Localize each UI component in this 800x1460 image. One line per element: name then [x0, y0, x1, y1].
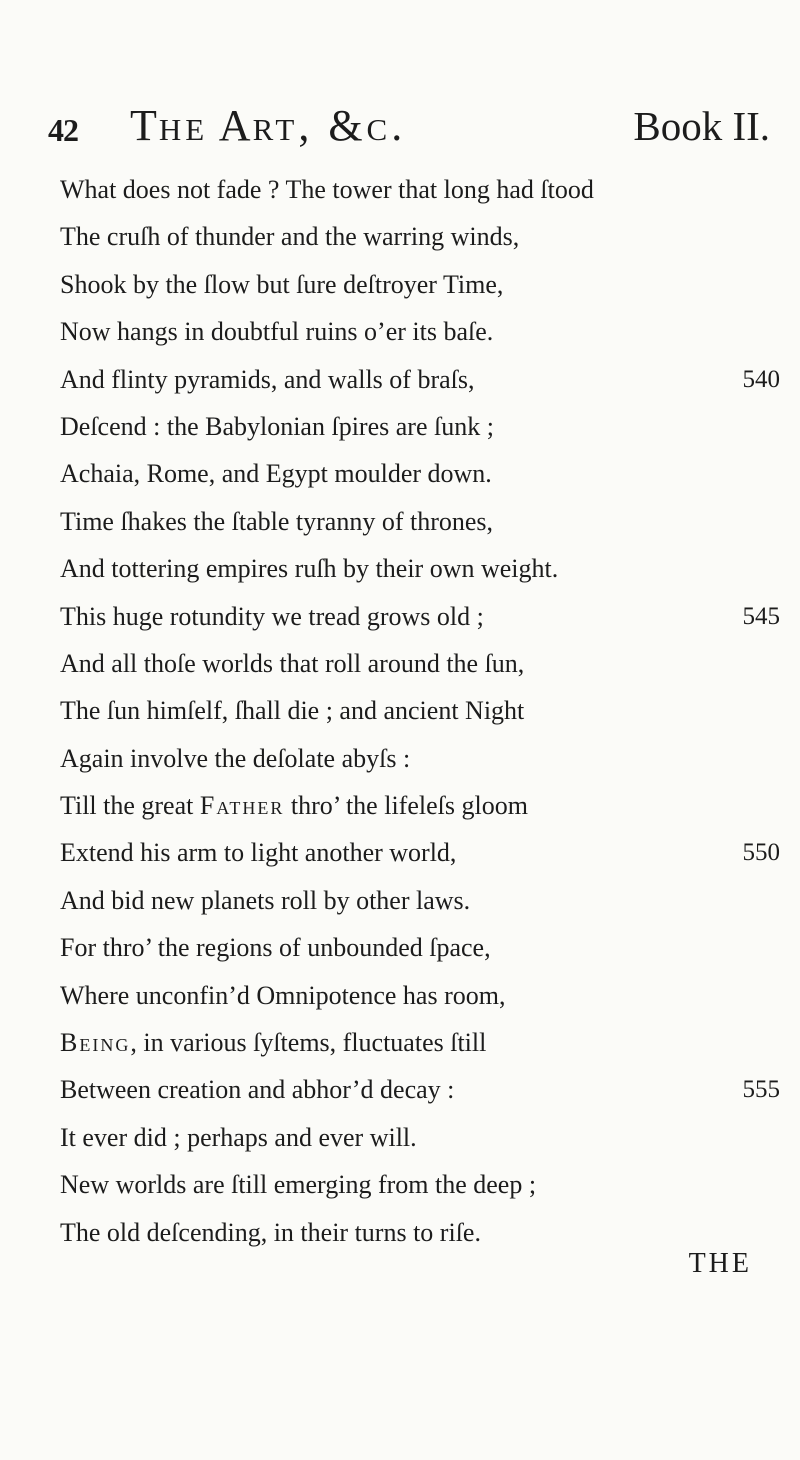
- poem-line: What does not fade ? The tower that long had ſtood: [60, 175, 594, 204]
- line-number: 555: [742, 1076, 780, 1104]
- poem-line: Now hangs in doubtful ruins o’er its baſe.: [60, 317, 494, 347]
- poem-line: Again involve the deſolate abyſs :: [60, 743, 411, 773]
- poem-line: Achaia, Rome, and Egypt moulder down.: [60, 459, 492, 489]
- page-number: 42: [48, 112, 78, 148]
- poem-line: The ſun himſelf, ſhall die ; and ancient Night: [60, 696, 525, 726]
- poem-line: The old deſcending, in their turns to riſe.: [60, 1217, 481, 1247]
- poem-line: Between creation and abhor’d decay : 555: [60, 1066, 780, 1113]
- poem-line: Extend his arm to light another world, 550: [60, 829, 780, 876]
- poem-line: Till the great Father thro’ the lifeleſs gloom: [60, 791, 528, 821]
- book-label: Book II.: [633, 103, 770, 149]
- poem-line: Shook by the ſlow but ſure deſtroyer Time,: [60, 269, 504, 299]
- father-smallcaps: Father: [199, 791, 285, 821]
- line-number: 540: [742, 365, 780, 393]
- poem-line: Being, in various ſyſtems, fluctuates ſtill: [60, 1028, 487, 1058]
- poem-line: For thro’ the regions of unbounded ſpace,: [60, 933, 491, 963]
- poem-line: And all thoſe worlds that roll around the ſun,: [60, 648, 525, 678]
- line-number: 545: [742, 602, 780, 630]
- poem-line: Where unconfin’d Omnipotence has room,: [60, 980, 506, 1010]
- poem-line: And flinty pyramids, and walls of braſs, 540: [60, 356, 780, 403]
- being-smallcaps: Being: [60, 1028, 131, 1058]
- running-title: The Art, &c.: [130, 101, 407, 150]
- catchword: THE: [688, 1248, 752, 1279]
- poem-line: Deſcend : the Babylonian ſpires are ſunk ;: [60, 411, 494, 441]
- poem-line: And bid new planets roll by other laws.: [60, 885, 471, 915]
- poem-text: [60, 166, 780, 1256]
- poem-line: New worlds are ſtill emerging from the deep ;: [60, 1170, 537, 1200]
- poem-line: This huge rotundity we tread grows old ; 545: [60, 593, 780, 640]
- page-header: [48, 100, 770, 156]
- poem-line: It ever did ; perhaps and ever will.: [60, 1122, 417, 1152]
- poem-line: Time ſhakes the ſtable tyranny of thrones,: [60, 506, 494, 536]
- poem-line: And tottering empires ruſh by their own weight.: [60, 554, 559, 584]
- line-number: 550: [742, 839, 780, 867]
- poem-line: The cruſh of thunder and the warring winds,: [60, 222, 520, 252]
